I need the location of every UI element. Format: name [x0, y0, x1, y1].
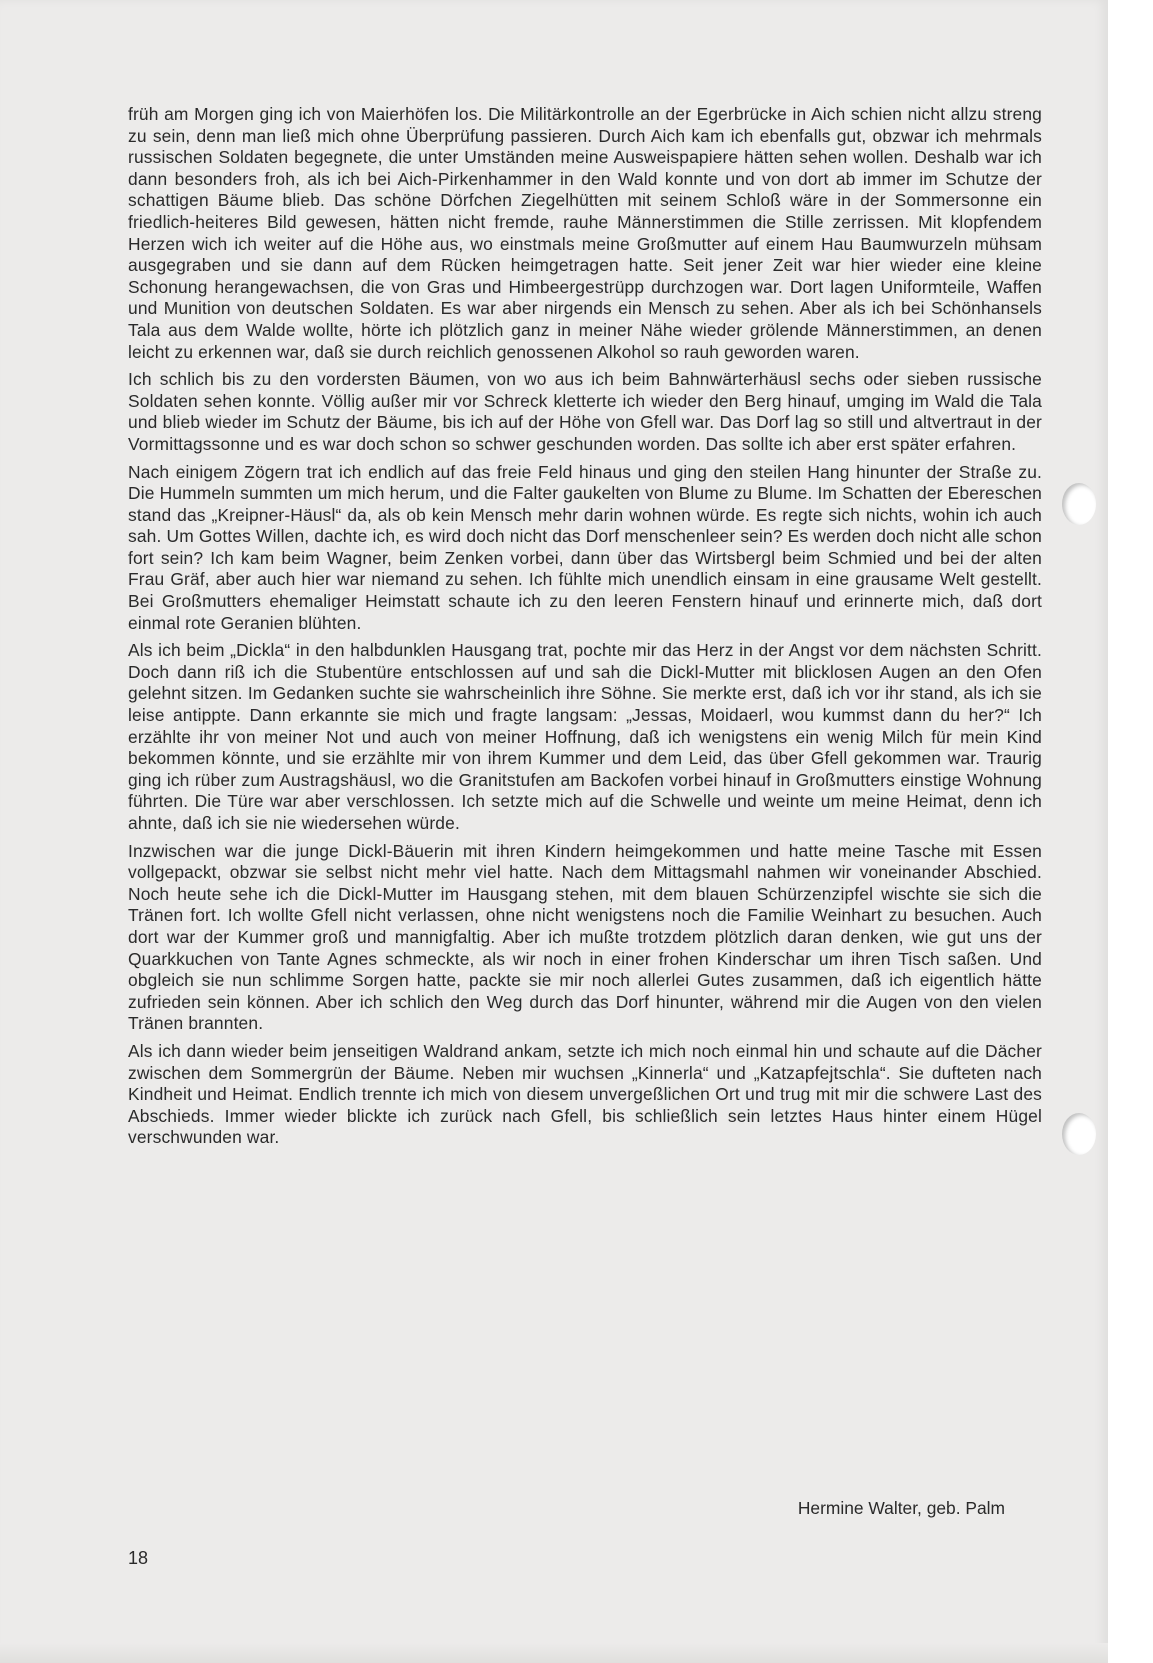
page-bottom-edge [0, 1643, 1108, 1663]
punch-hole-icon [1062, 483, 1096, 525]
paragraph: früh am Morgen ging ich von Maierhöfen los. Die Militärkontrolle an der Egerbrücke in Aich schien nicht allzu streng zu sein, denn man ließ mich ohne Überprüfung passieren. Durch Aich kam ich ebenfalls gut, obzwar ich mehrmals russischen Soldaten begegnete, die unter Umständen meine Ausweispapiere hätten sehen wollen. Deshalb war ich dann besonders froh, als ich bei Aich-Pirkenhammer in den Wald konnte und von dort ab immer im Schutze der schattigen Bäume blieb. Das schöne Dörfchen Ziegelhütten mit seinem Schloß wäre in der Sommersonne ein friedlich-heiteres Bild gewesen, hätten nicht fremde, rauhe Männerstimmen die Stille zerrissen. Mit klopfendem Herzen wich ich weiter auf die Höhe aus, wo einstmals meine Großmutter auf einem Hau Baumwurzeln mühsam ausgegraben und sie dann auf dem Rücken heimgetragen hatte. Seit jener Zeit war hier wieder eine kleine Schonung herangewachsen, die von Gras und Himbeergestrüpp durchzogen war. Dort lagen Uniformteile, Waffen und Munition von deutschen Soldaten. Es war aber nirgends ein Mensch zu sehen. Aber als ich bei Schönhansels Tala aus dem Walde wollte, hörte ich plötzlich ganz in meiner Nähe wieder grölende Männerstimmen, an denen leicht zu erkennen war, daß sie durch reichlich genossenen Alkohol so rauh geworden waren. [128, 104, 1042, 362]
page-number: 18 [128, 1548, 149, 1568]
body-text [128, 104, 1042, 1155]
paragraph: Als ich beim „Dickla“ in den halbdunklen Hausgang trat, pochte mir das Herz in der Angst vor dem nächsten Schritt. Doch dann riß ich die Stubentüre entschlossen auf und sah die Dickl-Mutter mit blicklosen Augen an den Ofen gelehnt sitzen. Im Gedanken suchte sie wahrscheinlich ihre Söhne. Sie merkte erst, daß ich vor ihr stand, als ich sie leise antippte. Dann erkannte sie mich und fragte langsam: „Jessas, Moidaerl, wou kummst dann du her?“ Ich erzählte ihr von meiner Not und auch von meiner Hoffnung, daß ich wenigstens ein wenig Milch für mein Kind bekommen könnte, und sie erzählte mir von ihrem Kummer und dem Leid, das über Gfell gekommen war. Traurig ging ich rüber zum Austragshäusl, wo die Granitstufen am Backofen vorbei hinauf in Großmutters einstige Wohnung führten. Die Türe war aber verschlossen. Ich setzte mich auf die Schwelle und weinte um meine Heimat, denn ich ahnte, daß ich sie nie wiedersehen würde. [128, 640, 1042, 833]
paragraph: Nach einigem Zögern trat ich endlich auf das freie Feld hinaus und ging den steilen Hang hinunter der Straße zu. Die Hummeln summten um mich herum, und die Falter gaukelten von Blume zu Blume. Im Schatten der Ebereschen stand das „Kreipner-Häusl“ da, als ob kein Mensch mehr darin wohnen würde. Es regte sich nichts, wohin ich auch sah. Um Gottes Willen, dachte ich, es wird doch nicht das Dorf menschenleer sein? Es werden doch nicht alle schon fort sein? Ich kam beim Wagner, beim Zenken vorbei, dann über das Wirtsbergl beim Schmied und bei der alten Frau Gräf, aber auch hier war niemand zu sehen. Ich fühlte mich unendlich einsam in eine grausame Welt gestellt. Bei Großmutters ehemaliger Heimstatt schaute ich zu den leeren Fenstern hinauf und erinnerte mich, daß dort einmal rote Geranien blühten. [128, 461, 1042, 633]
punch-hole-icon [1062, 1113, 1096, 1155]
page-margin [1108, 0, 1153, 1663]
paragraph: Inzwischen war die junge Dickl-Bäuerin mit ihren Kindern heimgekommen und hatte meine Tasche mit Essen vollgepackt, obzwar sie selbst nicht mehr viel hatte. Nach dem Mittagsmahl nahmen wir voneinander Abschied. Noch heute sehe ich die Dickl-Mutter im Hausgang stehen, mit dem blauen Schürzenzipfel wischte sie sich die Tränen fort. Ich wollte Gfell nicht verlassen, ohne nicht wenigstens noch die Familie Weinhart zu besuchen. Auch dort war der Kummer groß und mannigfaltig. Aber ich mußte trotzdem plötzlich daran denken, wie gut uns der Quarkkuchen von Tante Agnes schmeckte, als wir noch in einer frohen Kinderschar um ihren Tisch saßen. Und obgleich sie nun schlimme Sorgen hatte, packte sie mir noch allerlei Gutes zusammen, daß ich eigentlich hätte zufrieden sein können. Aber ich schlich den Weg durch das Dorf hinunter, während mir die Augen von den vielen Tränen brannten. [128, 840, 1042, 1034]
paragraph: Ich schlich bis zu den vordersten Bäumen, von wo aus ich beim Bahnwärterhäusl sechs oder sieben russische Soldaten sehen konnte. Völlig außer mir vor Schreck kletterte ich wieder den Berg hinauf, umging im Wald die Tala und blieb wieder im Schutz der Bäume, bis ich auf der Höhe von Gfell war. Das Dorf lag so still und altvertraut in der Vormittagssonne und es war doch schon so schwer geschunden worden. Das sollte ich aber erst später erfahren. [128, 369, 1042, 454]
paragraph: Als ich dann wieder beim jenseitigen Waldrand ankam, setzte ich mich noch einmal hin und schaute auf die Dächer zwischen dem Sommergrün der Bäume. Neben mir wuchsen „Kinnerla“ und „Katzapfejtschla“. Sie dufteten nach Kindheit und Heimat. Endlich trennte ich mich von diesem unvergeßlichen Ort und trug mit mir die schwere Last des Abschieds. Immer wieder blickte ich zurück nach Gfell, bis schließlich sein letztes Haus hinter einem Hügel verschwunden war. [128, 1040, 1042, 1148]
author-signature: Hermine Walter, geb. Palm [797, 1498, 1005, 1518]
